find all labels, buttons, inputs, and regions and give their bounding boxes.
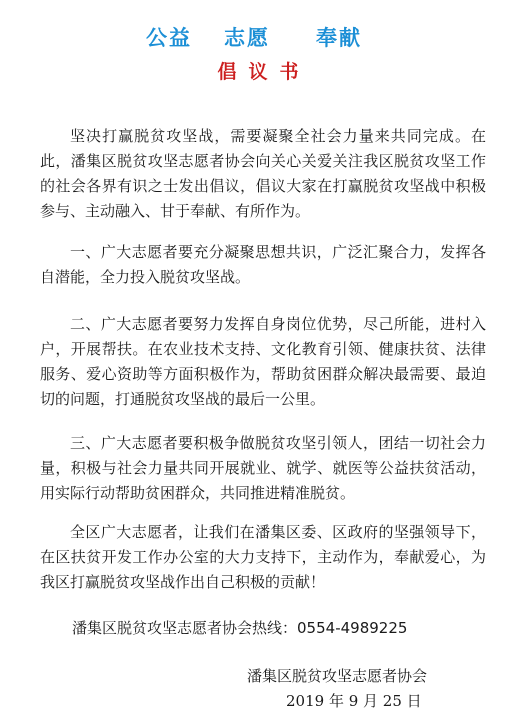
hotline-line <box>72 617 407 638</box>
closing-paragraph: 全区广大志愿者，让我们在潘集区委、区政府的坚强领导下，在区扶贫开发工作办公室的大力支持下，主动作为，奉献爱心，为我区打赢脱贫攻坚战作出自己积极的贡献！ <box>40 523 486 591</box>
hotline-number: 0554-4989225 <box>297 619 408 637</box>
signature-date: 2019 年 9 月 25 日 <box>286 692 422 710</box>
proposal-item-2: 二、广大志愿者要努力发挥自身岗位优势，尽己所能，进村入户，开展帮扶。在农业技术支持、文化教育引领、健康扶贫、法律服务、爱心资助等方面积极作为，帮助贫困群众解决最需要、最迫切的问题，打通脱贫攻坚战的最后一公里。 <box>40 315 486 408</box>
hotline-label: 潘集区脱贫攻坚志愿者协会热线： <box>72 619 298 637</box>
slogan-banner <box>0 22 516 52</box>
slogan-word-dedication: 奉献 <box>316 26 362 50</box>
slogan-word-volunteer: 志愿 <box>224 26 270 50</box>
slogan-word-public-welfare: 公益 <box>146 26 192 50</box>
intro-paragraph: 坚决打赢脱贫攻坚战，需要凝聚全社会力量来共同完成。在此，潘集区脱贫攻坚志愿者协会向关心关爱关注我区脱贫攻坚工作的社会各界有识之士发出倡议，倡议大家在打赢脱贫攻坚战中积极参与、主动融入、甘于奉献、有所作为。 <box>40 127 486 220</box>
proposal-item-3: 三、广大志愿者要积极争做脱贫攻坚引领人，团结一切社会力量，积极与社会力量共同开展就业、就学、就医等公益扶贫活动，用实际行动帮助贫困群众，共同推进精准脱贫。 <box>40 434 486 502</box>
document-title: 倡议书 <box>217 61 311 83</box>
proposal-item-1: 一、广大志愿者要充分凝聚思想共识，广泛汇聚合力，发挥各自潜能，全力投入脱贫攻坚战。 <box>40 243 486 286</box>
signature-organization: 潘集区脱贫攻坚志愿者协会 <box>247 667 428 685</box>
